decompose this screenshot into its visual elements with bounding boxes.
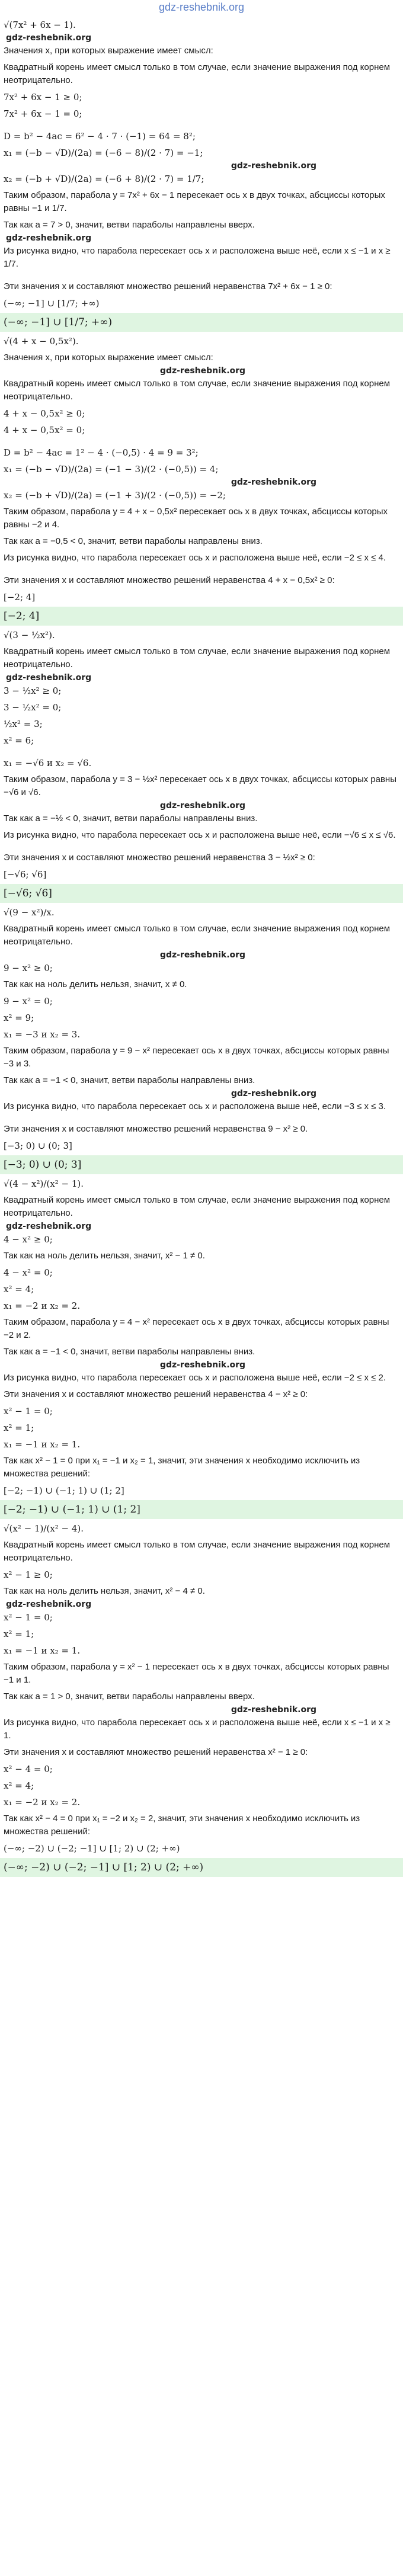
text-line: Так как на ноль делить нельзя, значит, x ≠ 0.: [4, 979, 187, 989]
formula-line: x² = 4;: [4, 1780, 34, 1791]
formula-line: x₁ = −2 и x₂ = 2.: [4, 1300, 81, 1311]
text-line: Квадратный корень имеет смысл только в том случае, если значение выражения под корнем неотрицательно.: [4, 924, 391, 947]
text-line: Таким образом, парабола y = 9 − x² пересекает ось x в двух точках, абсциссы которых равны −3 и 3.: [4, 1046, 389, 1069]
formula-line: [−√6; √6]: [4, 869, 47, 880]
text-line: Квадратный корень имеет смысл только в том случае, если значение выражения под корнем неотрицательно.: [4, 62, 391, 85]
formula-line: 9 − x² = 0;: [4, 996, 53, 1007]
formula-line: 3 − ½x² ≥ 0;: [4, 685, 62, 696]
formula-line: x₁ = −1 и x₂ = 1.: [4, 1439, 81, 1450]
formula-line: [−2; −1) ∪ (−1; 1) ∪ (1; 2]: [4, 1485, 124, 1496]
watermark: gdz-reshebnik.org: [159, 801, 246, 810]
text-line: Квадратный корень имеет смысл только в том случае, если значение выражения под корнем неотрицательно.: [4, 379, 391, 402]
watermark: gdz-reshebnik.org: [159, 1360, 246, 1370]
expression-title: √(x² − 1)/(x² − 4).: [4, 1523, 84, 1534]
formula-line: x² = 1;: [4, 1629, 34, 1639]
watermark: gdz-reshebnik.org: [231, 1705, 316, 1715]
formula-line: [−2; 4]: [4, 592, 36, 603]
watermark: gdz-reshebnik.org: [6, 233, 92, 243]
formula-line: ½x² = 3;: [4, 719, 43, 729]
text-line: Так как x² − 1 = 0 при x₁ = −1 и x₂ = 1, значит, эти значения x необходимо исключить из множества решений:: [4, 1456, 360, 1479]
solution-section-5: [4, 1175, 399, 1519]
expression-title: √(4 + x − 0,5x²).: [4, 336, 79, 347]
watermark: gdz-reshebnik.org: [6, 673, 92, 683]
text-line: Так как a = −0,5 < 0, значит, ветви параболы направлены вниз.: [4, 536, 263, 546]
formula-line: [−3; 0) ∪ (0; 3]: [4, 1140, 72, 1151]
text-line: Таким образом, парабола y = 4 + x − 0,5x² пересекает ось x в двух точках, абсциссы которых равны −2 и 4.: [4, 507, 388, 530]
text-line: Эти значения x и составляют множество решений неравенства 4 − x² ≥ 0:: [4, 1389, 308, 1399]
text-line: Так как на ноль делить нельзя, значит, x² − 4 ≠ 0.: [4, 1586, 205, 1596]
answer-box: [−3; 0) ∪ (0; 3]: [0, 1155, 403, 1174]
watermark: gdz-reshebnik.org: [231, 478, 316, 487]
text-line: Так как a = −½ < 0, значит, ветви параболы направлены вниз.: [4, 813, 258, 824]
expression-title: √(3 − ½x²).: [4, 630, 55, 640]
text-line: Так как a = −1 < 0, значит, ветви параболы направлены вниз.: [4, 1075, 255, 1085]
formula-line: x₁ = −1 и x₂ = 1.: [4, 1645, 81, 1656]
text-line: Так как a = 1 > 0, значит, ветви параболы направлены вверх.: [4, 1691, 255, 1702]
formula-line: 9 − x² ≥ 0;: [4, 963, 53, 973]
formula-line: 4 − x² ≥ 0;: [4, 1234, 53, 1245]
text-line: Из рисунка видно, что парабола пересекает ось x и расположена выше неё, если x ≤ −1 и x ≥ 1.: [4, 1718, 391, 1741]
answer-box: [−2; 4]: [0, 607, 403, 626]
formula-line: x₁ = (−b − √D)/(2a) = (−1 − 3)/(2 · (−0,5)) = 4;: [4, 464, 219, 475]
watermark: gdz-reshebnik.org: [6, 1600, 92, 1609]
text-line: Таким образом, парабола y = 7x² + 6x − 1 пересекает ось x в двух точках, абсциссы которых равны −1 и 1/7.: [4, 190, 385, 213]
text-line: Таким образом, парабола y = x² − 1 пересекает ось x в двух точках, абсциссы которых равны −1 и 1.: [4, 1662, 389, 1685]
formula-line: x₁ = −√6 и x₂ = √6.: [4, 758, 92, 768]
solution-section-2: [4, 333, 399, 626]
formula-line: x² − 1 = 0;: [4, 1406, 53, 1417]
solution-section-1: [4, 17, 399, 332]
answer-box: (−∞; −1] ∪ [1/7; +∞): [0, 313, 403, 332]
formula-line: 7x² + 6x − 1 ≥ 0;: [4, 92, 82, 102]
answer-box: [−√6; √6]: [0, 884, 403, 903]
watermark: gdz-reshebnik.org: [159, 950, 246, 960]
solution-document: [0, 17, 403, 1877]
formula-line: (−∞; −2) ∪ (−2; −1] ∪ [1; 2) ∪ (2; +∞): [4, 1843, 180, 1854]
answer-box: [−2; −1) ∪ (−1; 1) ∪ (1; 2]: [0, 1500, 403, 1519]
answer-box: (−∞; −2) ∪ (−2; −1] ∪ [1; 2) ∪ (2; +∞): [0, 1858, 403, 1877]
formula-line: x₁ = (−b − √D)/(2a) = (−6 − 8)/(2 · 7) = −1;: [4, 148, 203, 158]
formula-line: x² − 1 ≥ 0;: [4, 1569, 53, 1580]
formula-line: D = b² − 4ac = 1² − 4 · (−0,5) · 4 = 9 = 3²;: [4, 447, 199, 458]
formula-line: x² = 6;: [4, 735, 34, 746]
formula-line: 4 − x² = 0;: [4, 1267, 53, 1278]
formula-line: x² = 4;: [4, 1284, 34, 1295]
formula-line: x₁ = −3 и x₂ = 3.: [4, 1029, 81, 1040]
text-line: Значения x, при которых выражение имеет смысл:: [4, 353, 213, 363]
text-line: Из рисунка видно, что парабола пересекает ось x и расположена выше неё, если x ≤ −1 и x ≥ 1/7.: [4, 246, 391, 269]
expression-title: √(4 − x²)/(x² − 1).: [4, 1178, 84, 1189]
watermark: gdz-reshebnik.org: [6, 33, 92, 43]
solution-section-3: [4, 627, 399, 903]
text-line: Эти значения x и составляют множество решений неравенства 4 + x − 0,5x² ≥ 0:: [4, 575, 335, 585]
text-line: Квадратный корень имеет смысл только в том случае, если значение выражения под корнем неотрицательно.: [4, 1540, 391, 1563]
text-line: Квадратный корень имеет смысл только в том случае, если значение выражения под корнем неотрицательно.: [4, 1195, 391, 1218]
text-line: Эти значения x и составляют множество решений неравенства 9 − x² ≥ 0.: [4, 1124, 308, 1134]
formula-line: 3 − ½x² = 0;: [4, 702, 62, 713]
text-line: Значения x, при которых выражение имеет смысл:: [4, 46, 213, 56]
formula-line: x₁ = −2 и x₂ = 2.: [4, 1797, 81, 1808]
text-line: Из рисунка видно, что парабола пересекает ось x и расположена выше неё, если −2 ≤ x ≤ 2.: [4, 1373, 386, 1383]
watermark: gdz-reshebnik.org: [231, 161, 316, 171]
watermark: gdz-reshebnik.org: [231, 1089, 316, 1098]
solution-section-6: [4, 1520, 399, 1877]
text-line: Таким образом, парабола y = 3 − ½x² пересекает ось x в двух точках, абсциссы которых равны −√6 и √6.: [4, 774, 396, 797]
text-line: Эти значения x и составляют множество решений неравенства x² − 1 ≥ 0:: [4, 1747, 308, 1757]
watermark: gdz-reshebnik.org: [159, 366, 246, 376]
text-line: Так как a = 7 > 0, значит, ветви параболы направлены вверх.: [4, 220, 255, 230]
formula-line: 4 + x − 0,5x² = 0;: [4, 425, 85, 435]
text-line: Эти значения x и составляют множество решений неравенства 3 − ½x² ≥ 0:: [4, 853, 315, 863]
formula-line: x² = 9;: [4, 1013, 34, 1023]
text-line: Из рисунка видно, что парабола пересекает ось x и расположена выше неё, если −√6 ≤ x ≤ √6.: [4, 830, 396, 840]
formula-line: x² − 4 = 0;: [4, 1764, 53, 1774]
formula-line: x₂ = (−b + √D)/(2a) = (−6 + 8)/(2 · 7) = 1/7;: [4, 174, 204, 184]
expression-title: √(7x² + 6x − 1).: [4, 20, 76, 30]
text-line: Квадратный корень имеет смысл только в том случае, если значение выражения под корнем неотрицательно.: [4, 646, 391, 669]
text-line: Таким образом, парабола y = 4 − x² пересекает ось x в двух точках, абсциссы которых равны −2 и 2.: [4, 1317, 389, 1340]
text-line: Так как a = −1 < 0, значит, ветви параболы направлены вниз.: [4, 1347, 255, 1357]
formula-line: x² − 1 = 0;: [4, 1612, 53, 1623]
formula-line: 7x² + 6x − 1 = 0;: [4, 108, 82, 119]
text-line: Из рисунка видно, что парабола пересекает ось x и расположена выше неё, если −3 ≤ x ≤ 3.: [4, 1101, 386, 1111]
formula-line: x₂ = (−b + √D)/(2a) = (−1 + 3)/(2 · (−0,5)) = −2;: [4, 490, 226, 501]
text-line: Эти значения x и составляют множество решений неравенства 7x² + 6x − 1 ≥ 0:: [4, 281, 332, 291]
formula-line: (−∞; −1] ∪ [1/7; +∞): [4, 298, 100, 309]
solution-section-4: [4, 904, 399, 1174]
text-line: Из рисунка видно, что парабола пересекает ось x и расположена выше неё, если −2 ≤ x ≤ 4.: [4, 553, 386, 563]
site-header[interactable]: gdz-reshebnik.org: [158, 1, 245, 13]
formula-line: x² = 1;: [4, 1422, 34, 1433]
watermark: gdz-reshebnik.org: [6, 1222, 92, 1231]
formula-line: 4 + x − 0,5x² ≥ 0;: [4, 408, 85, 419]
formula-line: D = b² − 4ac = 6² − 4 · 7 · (−1) = 64 = 8²;: [4, 131, 196, 142]
text-line: Так как x² − 4 = 0 при x₁ = −2 и x₂ = 2, значит, эти значения x необходимо исключить из множества решений:: [4, 1814, 360, 1837]
expression-title: √(9 − x²)/x.: [4, 907, 55, 918]
text-line: Так как на ноль делить нельзя, значит, x² − 1 ≠ 0.: [4, 1251, 205, 1261]
